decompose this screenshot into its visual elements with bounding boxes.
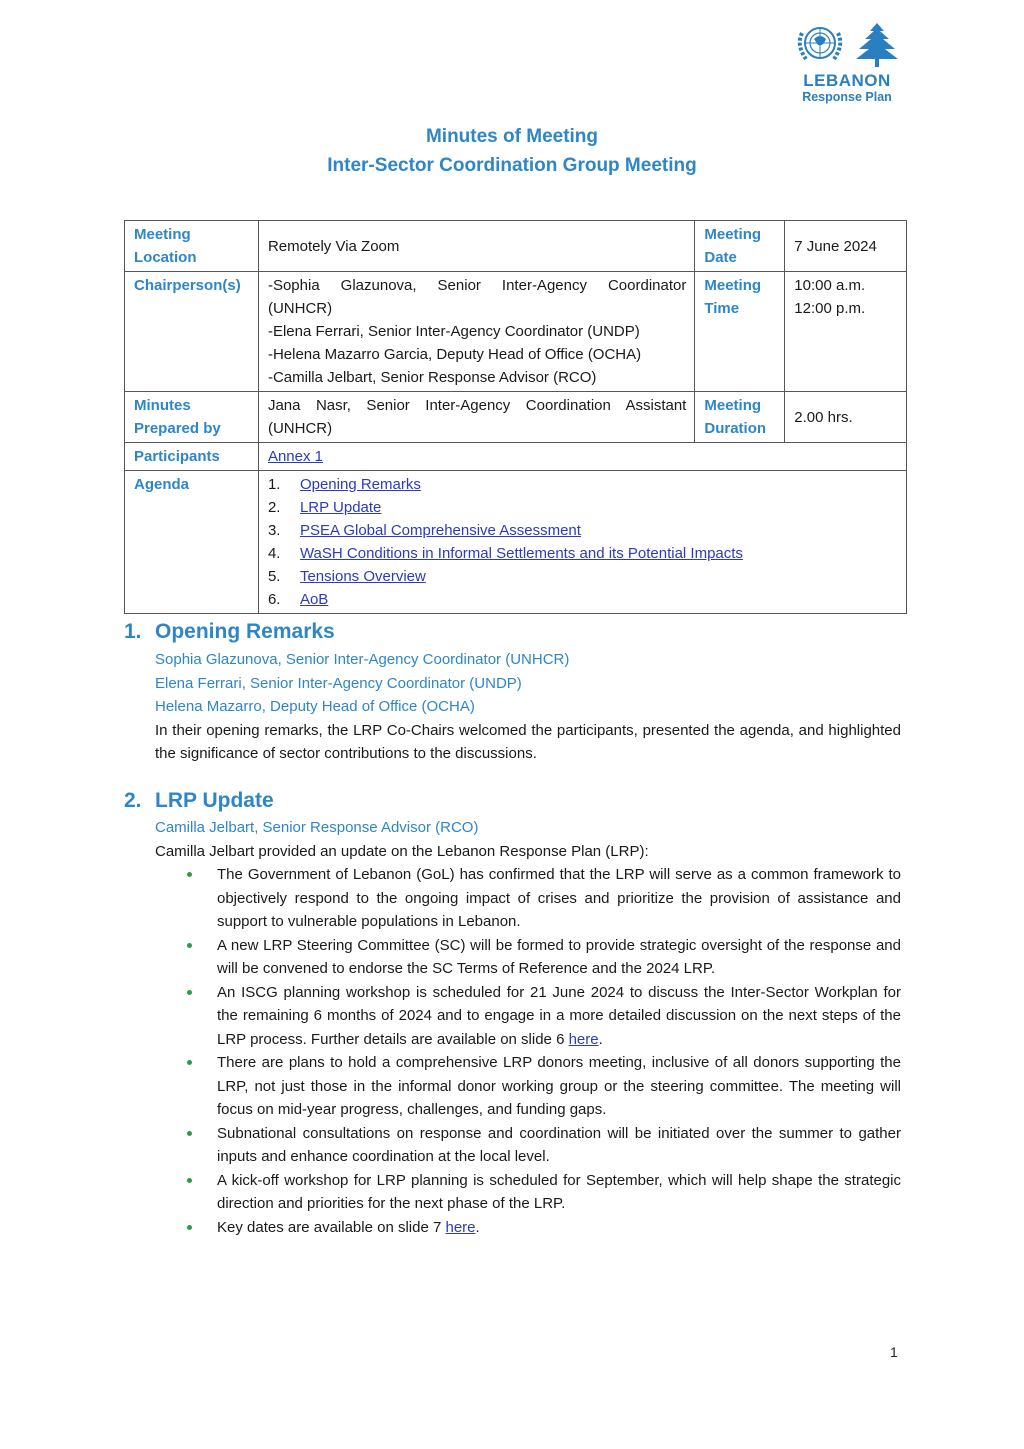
meeting-start-time: 10:00 a.m. (794, 277, 866, 294)
list-item-text: The Government of Lebanon (GoL) has confirmed that the LRP will serve as a common framework to objectively respond to the ongoing impact of crises and prioritize the provision of assistance and support to vulnerable populations in Lebanon. (217, 866, 901, 930)
chairpersons-label: Chairperson(s) (125, 272, 259, 392)
agenda-link-opening-remarks[interactable]: Opening Remarks (299, 476, 421, 493)
bullet-icon (187, 1131, 192, 1136)
list-item (185, 981, 901, 1052)
speaker: Elena Ferrari, Senior Inter-Agency Coordinator (UNDP) (155, 674, 522, 692)
cedar-tree-icon (854, 19, 900, 69)
speaker: Sophia Glazunova, Senior Inter-Agency Coordinator (UNHCR) (155, 651, 570, 668)
meeting-info-table (124, 220, 907, 614)
agenda-item (268, 542, 898, 565)
list-item-text: Key dates are available on slide 7 (217, 1218, 446, 1236)
bullet-icon (187, 990, 192, 995)
section-body-lrp-update (155, 816, 901, 1239)
agenda-link-lrp-update[interactable]: LRP Update (299, 499, 382, 516)
section-title: Opening Remarks (155, 620, 335, 643)
list-item (185, 1122, 901, 1169)
agenda-value (258, 471, 906, 614)
speaker: Camilla Jelbart, Senior Response Advisor (RCO) (155, 819, 479, 836)
minutes-prepared-by-label: Minutes Prepared by (125, 392, 259, 443)
chairperson-entry: -Sophia Glazunova, Senior Inter-Agency Coordinator (UNHCR) (267, 277, 687, 317)
meeting-location-label: Meeting Location (125, 221, 259, 272)
bullet-icon (187, 1178, 192, 1183)
bullet-icon (187, 872, 192, 877)
list-item (185, 1051, 901, 1122)
agenda-link-tensions-overview[interactable]: Tensions Overview (299, 568, 426, 585)
agenda-label: Agenda (125, 471, 259, 614)
document-title: Minutes of Meeting (425, 126, 599, 147)
meeting-end-time: 12:00 p.m. (794, 300, 866, 317)
list-item (185, 1169, 901, 1216)
speaker: Helena Mazarro, Deputy Head of Office (OCHA) (155, 698, 475, 715)
agenda-item (268, 496, 898, 519)
meeting-date-value: 7 June 2024 (785, 221, 907, 272)
list-item-text: A kick-off workshop for LRP planning is scheduled for September, which will help shape the strategic direction and priorities for the next phase of the LRP. (217, 1171, 901, 1212)
list-item (185, 1216, 901, 1240)
meeting-date-label: Meeting Date (695, 221, 785, 272)
list-item-text: There are plans to hold a comprehensive LRP donors meeting, inclusive of all donors supporting the LRP, not just those in the informal donor working group or the steering committee. The meeting will focus on mid-year progress, challenges, and funding gaps. (217, 1054, 901, 1118)
agenda-link-wash-conditions[interactable]: WaSH Conditions in Informal Settlements and its Potential Impacts (299, 545, 743, 562)
list-item-text: An ISCG planning workshop is scheduled for 21 June 2024 to discuss the Inter-Sector Workplan for the remaining 6 months of 2024 and to engage in a more detailed discussion on the next steps of the LRP process. Further details are available on slide 6 (217, 983, 901, 1048)
section-number: 1. (124, 620, 142, 643)
list-item-text: Subnational consultations on response and coordination will be initiated over the summer to gather inputs and enhance coordination at the local level. (217, 1124, 901, 1165)
logo-subtitle: Response Plan (802, 90, 892, 104)
table-row (125, 443, 907, 471)
chairperson-entry: -Helena Mazarro Garcia, Deputy Head of Office (OCHA) (267, 346, 642, 363)
list-item-text: . (598, 1030, 603, 1048)
meeting-duration-label: Meeting Duration (695, 392, 785, 443)
paragraph: In their opening remarks, the LRP Co-Chairs welcomed the participants, presented the agenda, and highlighted the significance of sector contributions to the discussions. (155, 721, 901, 762)
agenda-number: 1. (267, 476, 281, 493)
agenda-link-psea-assessment[interactable]: PSEA Global Comprehensive Assessment (299, 522, 581, 539)
participants-value (258, 443, 906, 471)
table-row (125, 471, 907, 614)
meeting-location-value: Remotely Via Zoom (258, 221, 694, 272)
agenda-number: 2. (267, 499, 281, 516)
meeting-time-label: Meeting Time (695, 272, 785, 392)
list-item (185, 863, 901, 934)
minutes-prepared-by-value: Jana Nasr, Senior Inter-Agency Coordination Assistant (UNHCR) (258, 392, 694, 443)
table-row (125, 221, 907, 272)
lebanon-response-plan-logo (788, 18, 906, 110)
section-title: LRP Update (155, 789, 274, 812)
section-heading-lrp-update (124, 789, 274, 813)
agenda-item (268, 588, 898, 611)
chairperson-entry: -Elena Ferrari, Senior Inter-Agency Coordinator (UNDP) (267, 323, 640, 340)
chairpersons-value (258, 272, 694, 392)
bullet-icon (187, 943, 192, 948)
agenda-link-aob[interactable]: AoB (299, 591, 329, 608)
meeting-duration-value: 2.00 hrs. (785, 392, 907, 443)
agenda-item (268, 565, 898, 588)
bullet-icon (187, 1060, 192, 1065)
document-subtitle: Inter-Sector Coordination Group Meeting (327, 155, 697, 176)
section-body-opening-remarks (155, 648, 901, 766)
agenda-number: 3. (267, 522, 281, 539)
paragraph: Camilla Jelbart provided an update on the Lebanon Response Plan (LRP): (155, 842, 649, 860)
section-number: 2. (124, 789, 142, 812)
bullet-list (155, 863, 901, 1239)
list-item (185, 934, 901, 981)
agenda-item (268, 473, 898, 496)
un-emblem-icon (794, 19, 846, 69)
bullet-icon (187, 1225, 192, 1230)
list-item-text: A new LRP Steering Committee (SC) will be formed to provide strategic oversight of the response and will be convened to endorse the SC Terms of Reference and the 2024 LRP. (217, 936, 901, 977)
agenda-number: 4. (267, 545, 281, 562)
section-heading-opening-remarks (124, 620, 335, 644)
table-row (125, 272, 907, 392)
participants-label: Participants (125, 443, 259, 471)
logo-title: LEBANON (803, 71, 891, 90)
meeting-time-value (785, 272, 907, 392)
page-number: 1 (890, 1344, 898, 1360)
agenda-number: 6. (267, 591, 281, 608)
agenda-number: 5. (267, 568, 281, 585)
agenda-list (268, 473, 898, 611)
annex-1-link[interactable]: Annex 1 (267, 448, 323, 465)
slide-7-link[interactable]: here (445, 1218, 476, 1236)
agenda-item (268, 519, 898, 542)
list-item-text: . (475, 1218, 480, 1236)
slide-6-link[interactable]: here (568, 1030, 599, 1048)
chairperson-entry: -Camilla Jelbart, Senior Response Advisor (RCO) (267, 369, 597, 386)
table-row (125, 392, 907, 443)
